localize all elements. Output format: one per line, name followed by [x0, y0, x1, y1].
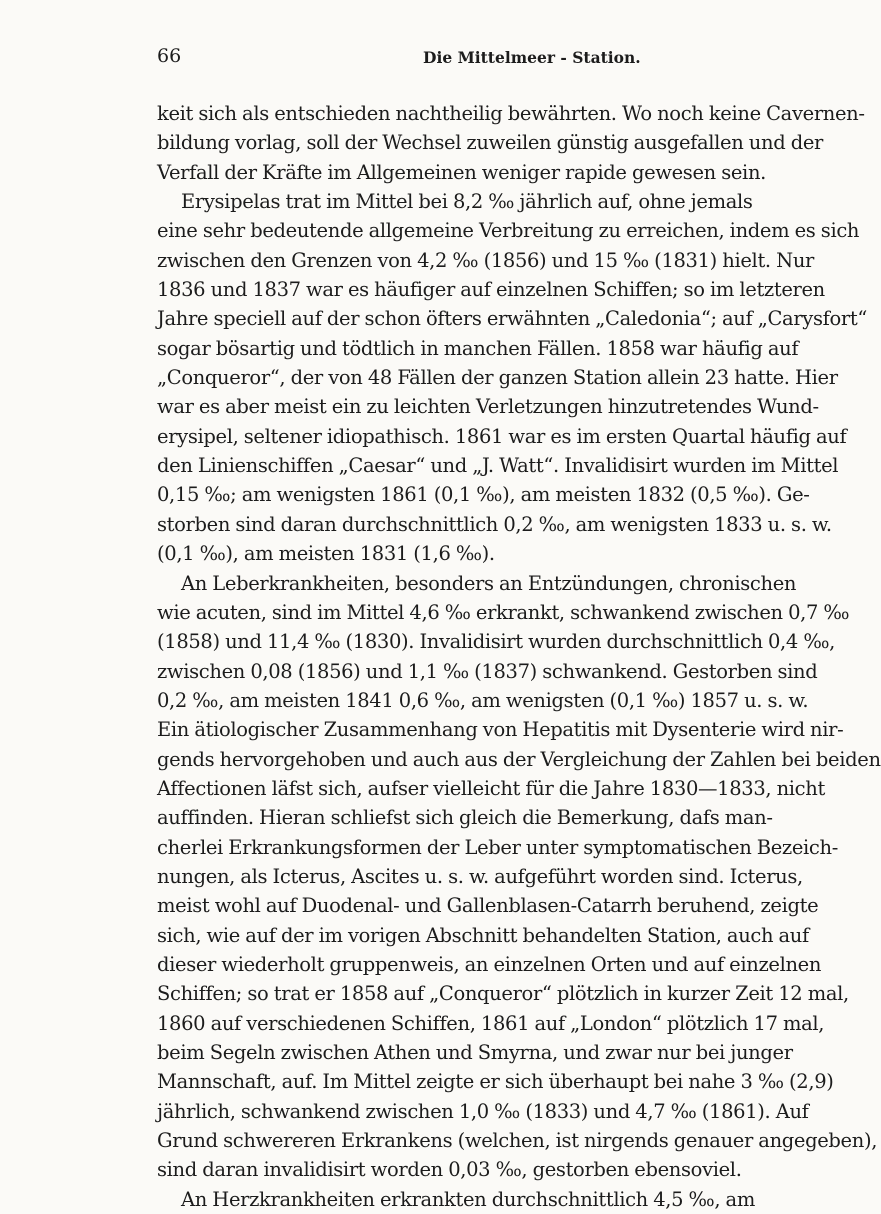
- text-line: „Conqueror“, der von 48 Fällen der ganzen Station allein 23 hatte. Hier: [157, 366, 838, 390]
- text-line: storben sind daran durchschnittlich 0,2 ‰, am wenigsten 1833 u. s. w.: [157, 512, 832, 536]
- text-line: erysipel, seltener idiopathisch. 1861 war es im ersten Quartal häufig auf: [157, 424, 847, 448]
- text-line: An Leberkrankheiten, besonders an Entzündungen, chronischen: [181, 571, 797, 595]
- text-line: An Herzkrankheiten erkrankten durchschnittlich 4,5 ‰, am: [181, 1187, 755, 1211]
- text-line: dieser wiederholt gruppenweis, an einzelnen Orten und auf einzelnen: [157, 952, 822, 976]
- text-line: 1860 auf verschiedenen Schiffen, 1861 auf „London“ plötzlich 17 mal,: [157, 1011, 825, 1035]
- text-line: cherlei Erkrankungsformen der Leber unter symptomatischen Bezeich-: [157, 835, 838, 859]
- text-line: eine sehr bedeutende allgemeine Verbreitung zu erreichen, indem es sich: [157, 219, 860, 243]
- text-line: Erysipelas trat im Mittel bei 8,2 ‰ jährlich auf, ohne jemals: [181, 190, 753, 214]
- text-line: zwischen den Grenzen von 4,2 ‰ (1856) und 15 ‰ (1831) hielt. Nur: [157, 248, 815, 272]
- text-line: beim Segeln zwischen Athen und Smyrna, und zwar nur bei junger: [157, 1041, 793, 1064]
- text-line: 0,2 ‰, am meisten 1841 0,6 ‰, am wenigsten (0,1 ‰) 1857 u. s. w.: [157, 688, 809, 712]
- text-line: jährlich, schwankend zwischen 1,0 ‰ (1833) und 4,7 ‰ (1861). Auf: [157, 1099, 809, 1123]
- text-line: 1836 und 1837 war es häufiger auf einzelnen Schiffen; so im letzteren: [157, 278, 825, 302]
- text-line: keit sich als entschieden nachtheilig bewährten. Wo noch keine Cavernen-: [157, 102, 865, 125]
- page-number: 66: [157, 45, 182, 67]
- text-line: Jahre speciell auf der schon öfters erwähnten „Caledonia“; auf „Carysfort“: [157, 307, 867, 331]
- page-header: [157, 45, 717, 75]
- text-line: gends hervorgehoben und auch aus der Vergleichung der Zahlen bei beiden: [157, 747, 881, 771]
- text-line: bildung vorlag, soll der Wechsel zuweilen günstig ausgefallen und der: [157, 131, 823, 155]
- text-line: den Linienschiffen „Caesar“ und „J. Watt“. Invalidisirt wurden im Mittel: [157, 454, 839, 478]
- text-line: (1858) und 11,4 ‰ (1830). Invalidisirt wurden durchschnittlich 0,4 ‰,: [157, 630, 835, 654]
- text-line: meist wohl auf Duodenal- und Gallenblasen-Catarrh beruhend, zeigte: [157, 894, 819, 918]
- text-line: wie acuten, sind im Mittel 4,6 ‰ erkrankt, schwankend zwischen 0,7 ‰: [157, 600, 850, 624]
- text-line: zwischen 0,08 (1856) und 1,1 ‰ (1837) schwankend. Gestorben sind: [157, 659, 818, 683]
- text-line: war es aber meist ein zu leichten Verletzungen hinzutretendes Wund-: [157, 395, 819, 419]
- text-line: Schiffen; so trat er 1858 auf „Conqueror“ plötzlich in kurzer Zeit 12 mal,: [157, 982, 849, 1006]
- body-text: [157, 99, 881, 1214]
- text-line: auffinden. Hieran schliefst sich gleich die Bemerkung, dafs man-: [157, 806, 773, 830]
- text-line: Grund schwereren Erkrankens (welchen, ist nirgends genauer angegeben),: [157, 1129, 878, 1153]
- text-line: sogar bösartig und tödtlich in manchen Fällen. 1858 war häufig auf: [157, 336, 799, 360]
- running-title: Die Mittelmeer - Station.: [423, 48, 641, 67]
- text-line: (0,1 ‰), am meisten 1831 (1,6 ‰).: [157, 542, 495, 566]
- text-line: Mannschaft, auf. Im Mittel zeigte er sich überhaupt bei nahe 3 ‰ (2,9): [157, 1070, 834, 1094]
- text-line: Verfall der Kräfte im Allgemeinen weniger rapide gewesen sein.: [157, 160, 767, 184]
- text-line: Ein ätiologischer Zusammenhang von Hepatitis mit Dysenterie wird nir-: [157, 718, 844, 742]
- text-line: 0,15 ‰; am wenigsten 1861 (0,1 ‰), am meisten 1832 (0,5 ‰). Ge-: [157, 483, 810, 507]
- text-line: Affectionen läfst sich, aufser vielleicht für die Jahre 1830—1833, nicht: [157, 776, 825, 800]
- text-line: nungen, als Icterus, Ascites u. s. w. aufgeführt worden sind. Icterus,: [157, 864, 803, 888]
- text-line: sich, wie auf der im vorigen Abschnitt behandelten Station, auch auf: [157, 923, 809, 947]
- text-line: sind daran invalidisirt worden 0,03 ‰, gestorben ebensoviel.: [157, 1158, 742, 1182]
